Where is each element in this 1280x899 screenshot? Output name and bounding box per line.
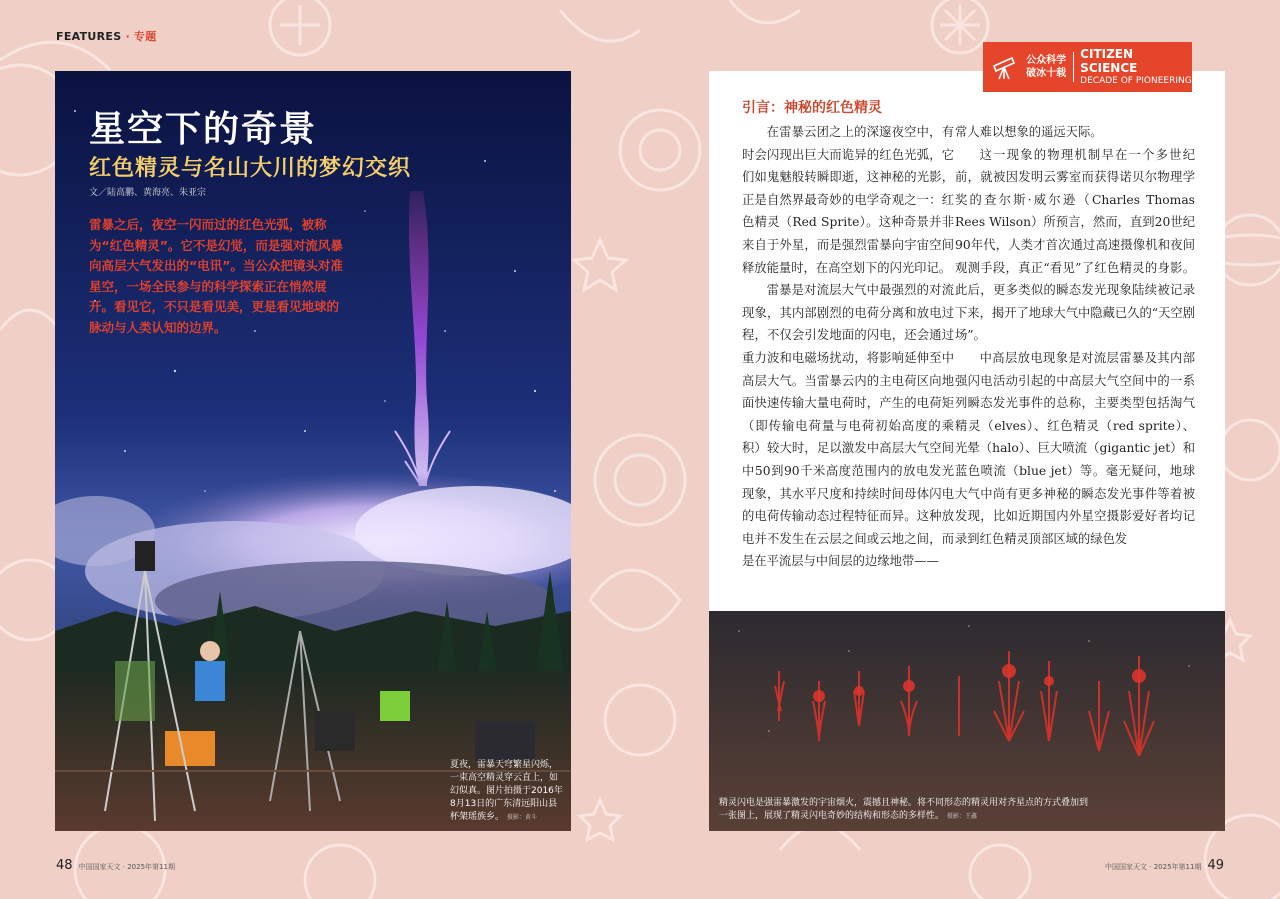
body-paragraph: 雷暴是对流层大气中最强烈的对流现象，其内部剧烈的电荷分离和放电过程，不仅会引发地面的闪电，还会通过重力波和电磁场扰动，将影响延伸至中高层大气。当雷暴云内的主电荷区向地面快速传输大量电荷时，产生的电荷矩（即传输电荷量与电荷初始高度的乘积）较大时，足以激发中高层大气空间中50到90千米高度范围内的放电发光现象，其水平尺度和持续时间母体闪电的电荷传输动态过程特征而异。这种放电并不发生在云层之间或云地之间，而是在平流层与中间层的边缘地带—— [742, 283, 954, 569]
left-page-number: 48 [56, 858, 73, 873]
badge-divider [1073, 52, 1074, 82]
sprites-photo-caption-text: 精灵闪电是强雷暴激发的宇宙烟火，震撼且神秘。将不同形态的精灵用对齐星点的方式叠加到一张图上，展现了精灵闪电奇妙的结构和形态的多样性。 [719, 798, 1089, 821]
badge-en-line2: DECADE OF PIONEERING [1080, 76, 1192, 86]
citizen-science-badge [983, 42, 1192, 92]
section-label-zh: 专题 [133, 30, 157, 43]
sprites-photo-caption [719, 797, 1089, 823]
body-paragraph: 中高层放电现象是对流层雷暴及其内部强闪电活动引起的中高层大气空间中的一系列瞬态发光事件的总称，主要类型包括淘气精灵（elves）、红色精灵（red sprite）、光晕（halo）、巨大喷流（gigantic jet）和蓝色喷流（blue jet）等。毫无疑问，地球大气中尚有更多神秘的瞬态发光事件等着被发现，比如近期国内外星空摄影爱好者均记录到红色精灵顶部区域的绿色发 [955, 350, 1195, 546]
badge-en [1080, 47, 1192, 87]
left-folio [56, 858, 175, 873]
badge-zh [1026, 54, 1069, 80]
badge-en-line1: CITIZEN SCIENCE [1080, 47, 1138, 75]
article-subtitle: 红色精灵与名山大川的梦幻交织 [89, 155, 412, 181]
article-lead: 雷暴之后，夜空一闪而过的红色光弧，被称为“红色精灵”。它不是幻觉，而是强对流风暴向高层大气发出的“电讯”。当公众把镜头对准星空，一场全民参与的科学探索正在悄然展开。看见它，不只是看见美，更是看见地球的脉动与人类认知的边界。 [89, 217, 343, 335]
body-column-1 [742, 121, 954, 573]
body-paragraph: 这一现象的物理机制早在一个多世纪前，就被因发明云雾室而获得诺贝尔物理学奖的查尔斯·威尔逊（Charles Thomas Rees Wilson）所预言，然而，直到20世纪90年代，人类才首次通过高速摄像机和夜间观测手段，真正“看见”了红色精灵的身影。此后，更多类似的瞬态发光现象陆续被记录下来，揭开了地球大气中隐藏已久的“天空剧场”。 [955, 147, 1195, 343]
lead-photo-caption-text: 夏夜，雷暴天穹繁星闪烁，一束高空精灵穿云直上，如幻似真。图片拍摄于2016年8月13日的广东清远阳山县杯架瑶族乡。 [450, 760, 563, 822]
badge-zh-line2: 破冰十载 [1026, 68, 1067, 79]
sprites-photo-credit: 摄影：王鑫 [947, 813, 978, 820]
body-paragraph: 常人难以想象的遥远天际。 [955, 125, 1103, 139]
section-subheading: 引言：神秘的红色精灵 [742, 100, 882, 116]
left-magazine-name: 中国国家天文 · 2025年第11期 [78, 863, 175, 871]
badge-zh-line1: 公众科学 [1026, 55, 1067, 66]
section-tag [56, 28, 157, 44]
lead-photo-caption [450, 759, 565, 824]
right-folio [1105, 858, 1224, 873]
telescope-icon [983, 42, 1026, 92]
article-authors: 文／陆高鹏、黄海亮、朱亚宗 [89, 188, 207, 198]
section-label-en: FEATURES [56, 30, 122, 43]
right-page-number: 49 [1207, 858, 1224, 873]
body-column-2 [955, 121, 1195, 550]
right-magazine-name: 中国国家天文 · 2025年第11期 [1105, 863, 1202, 871]
section-separator: · [125, 30, 130, 43]
lead-photo [55, 71, 571, 831]
article-title: 星空下的奇景 [89, 108, 318, 150]
body-paragraph: 在雷暴云团之上的深邃夜空中，有时会闪现出巨大而诡异的红色光弧，它们如鬼魅般转瞬即逝，这神秘的光影，正是自然界最奇妙的电学奇观之一：红色精灵（Red Sprite）。这种奇景并非来自于外星，而是强烈雷暴向宇宙空间释放能量时，在高空划下的闪光印记。 [742, 125, 954, 275]
article-body-card [709, 71, 1225, 611]
lead-photo-credit: 摄影：黄斗 [507, 814, 538, 821]
sprites-composite-photo [709, 611, 1225, 831]
